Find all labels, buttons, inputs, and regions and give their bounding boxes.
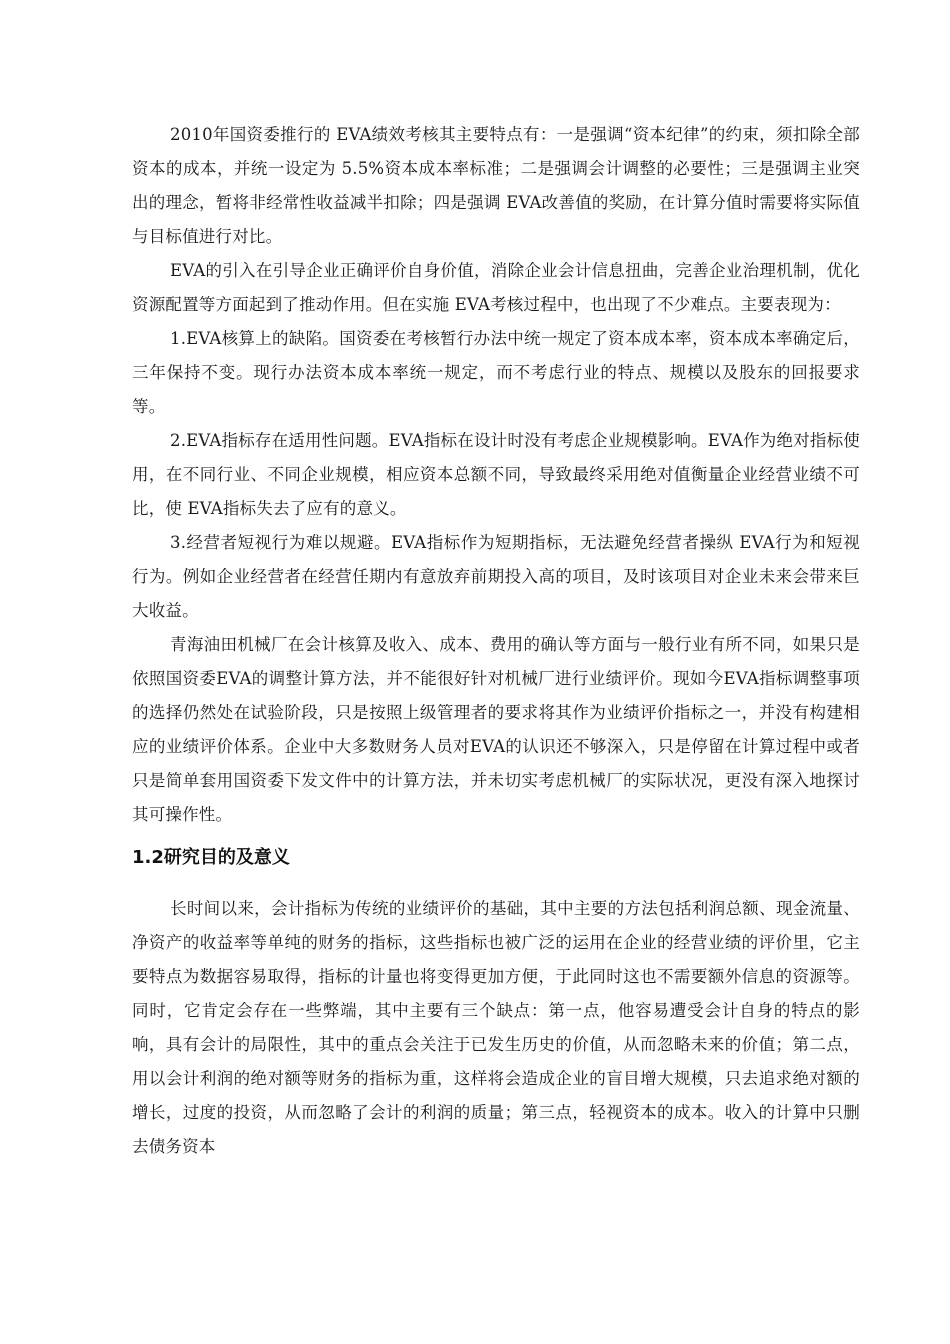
- paragraph-eva-defect-3: 3.经营者短视行为难以规避。EVA指标作为短期指标，无法避免经营者操纵 EVA行为和短视行为。例如企业经营者在经营任期内有意放弃前期投入高的项目，及时该项目对企业未来会带来巨大收益。: [132, 533, 860, 620]
- paragraph-eva-introduction: EVA的引入在引导企业正确评价自身价值，消除企业会计信息扭曲，完善企业治理机制，优化资源配置等方面起到了推动作用。但在实施 EVA考核过程中，也出现了不少难点。主要表现为：: [132, 261, 860, 314]
- section-heading: 1.2研究目的及意义: [132, 847, 290, 868]
- document-body: [132, 118, 860, 1164]
- paragraph-eva-features: 2010年国资委推行的 EVA绩效考核其主要特点有：一是强调“资本纪律”的约束，须扣除全部资本的成本，并统一设定为 5.5%资本成本率标准；二是强调会计调整的必要性；三是强调主业突出的理念，暂将非经常性收益减半扣除；四是强调 EVA改善值的奖励，在计算分值时需要将实际值与目标值进行对比。: [132, 125, 860, 246]
- paragraph-eva-defect-1: 1.EVA核算上的缺陷。国资委在考核暂行办法中统一规定了资本成本率，资本成本率确定后，三年保持不变。现行办法资本成本率统一规定，而不考虑行业的特点、规模以及股东的回报要求等。: [132, 329, 860, 416]
- paragraph-research-purpose: 长时间以来，会计指标为传统的业绩评价的基础，其中主要的方法包括利润总额、现金流量、净资产的收益率等单纯的财务的指标，这些指标也被广泛的运用在企业的经营业绩的评价里，它主要特点为数据容易取得，指标的计量也将变得更加方便，于此同时这也不需要额外信息的资源等。同时，它肯定会存在一些弊端，其中主要有三个缺点：第一点，他容易遭受会计自身的特点的影响，具有会计的局限性，其中的重点会关注于已发生历史的价值，从而忽略未来的价值；第二点，用以会计利润的绝对额等财务的指标为重，这样将会造成企业的盲目增大规模，只去追求绝对额的增长，过度的投资，从而忽略了会计的利润的质量；第三点，轻视资本的成本。收入的计算中只删去债务资本: [132, 899, 860, 1156]
- paragraph-eva-defect-2: 2.EVA指标存在适用性问题。EVA指标在设计时没有考虑企业规模影响。EVA作为绝对指标使用，在不同行业、不同企业规模，相应资本总额不同，导致最终采用绝对值衡量企业经营业绩不可比，使 EVA指标失去了应有的意义。: [132, 431, 861, 518]
- paragraph-qinghai-factory: 青海油田机械厂在会计核算及收入、成本、费用的确认等方面与一般行业有所不同，如果只是依照国资委EVA的调整计算方法，并不能很好针对机械厂进行业绩评价。现如今EVA指标调整事项的选择仍然处在试验阶段，只是按照上级管理者的要求将其作为业绩评价指标之一，并没有构建相应的业绩评价体系。企业中大多数财务人员对EVA的认识还不够深入，只是停留在计算过程中或者只是简单套用国资委下发文件中的计算方法，并未切实考虑机械厂的实际状况，更没有深入地探讨其可操作性。: [132, 635, 860, 824]
